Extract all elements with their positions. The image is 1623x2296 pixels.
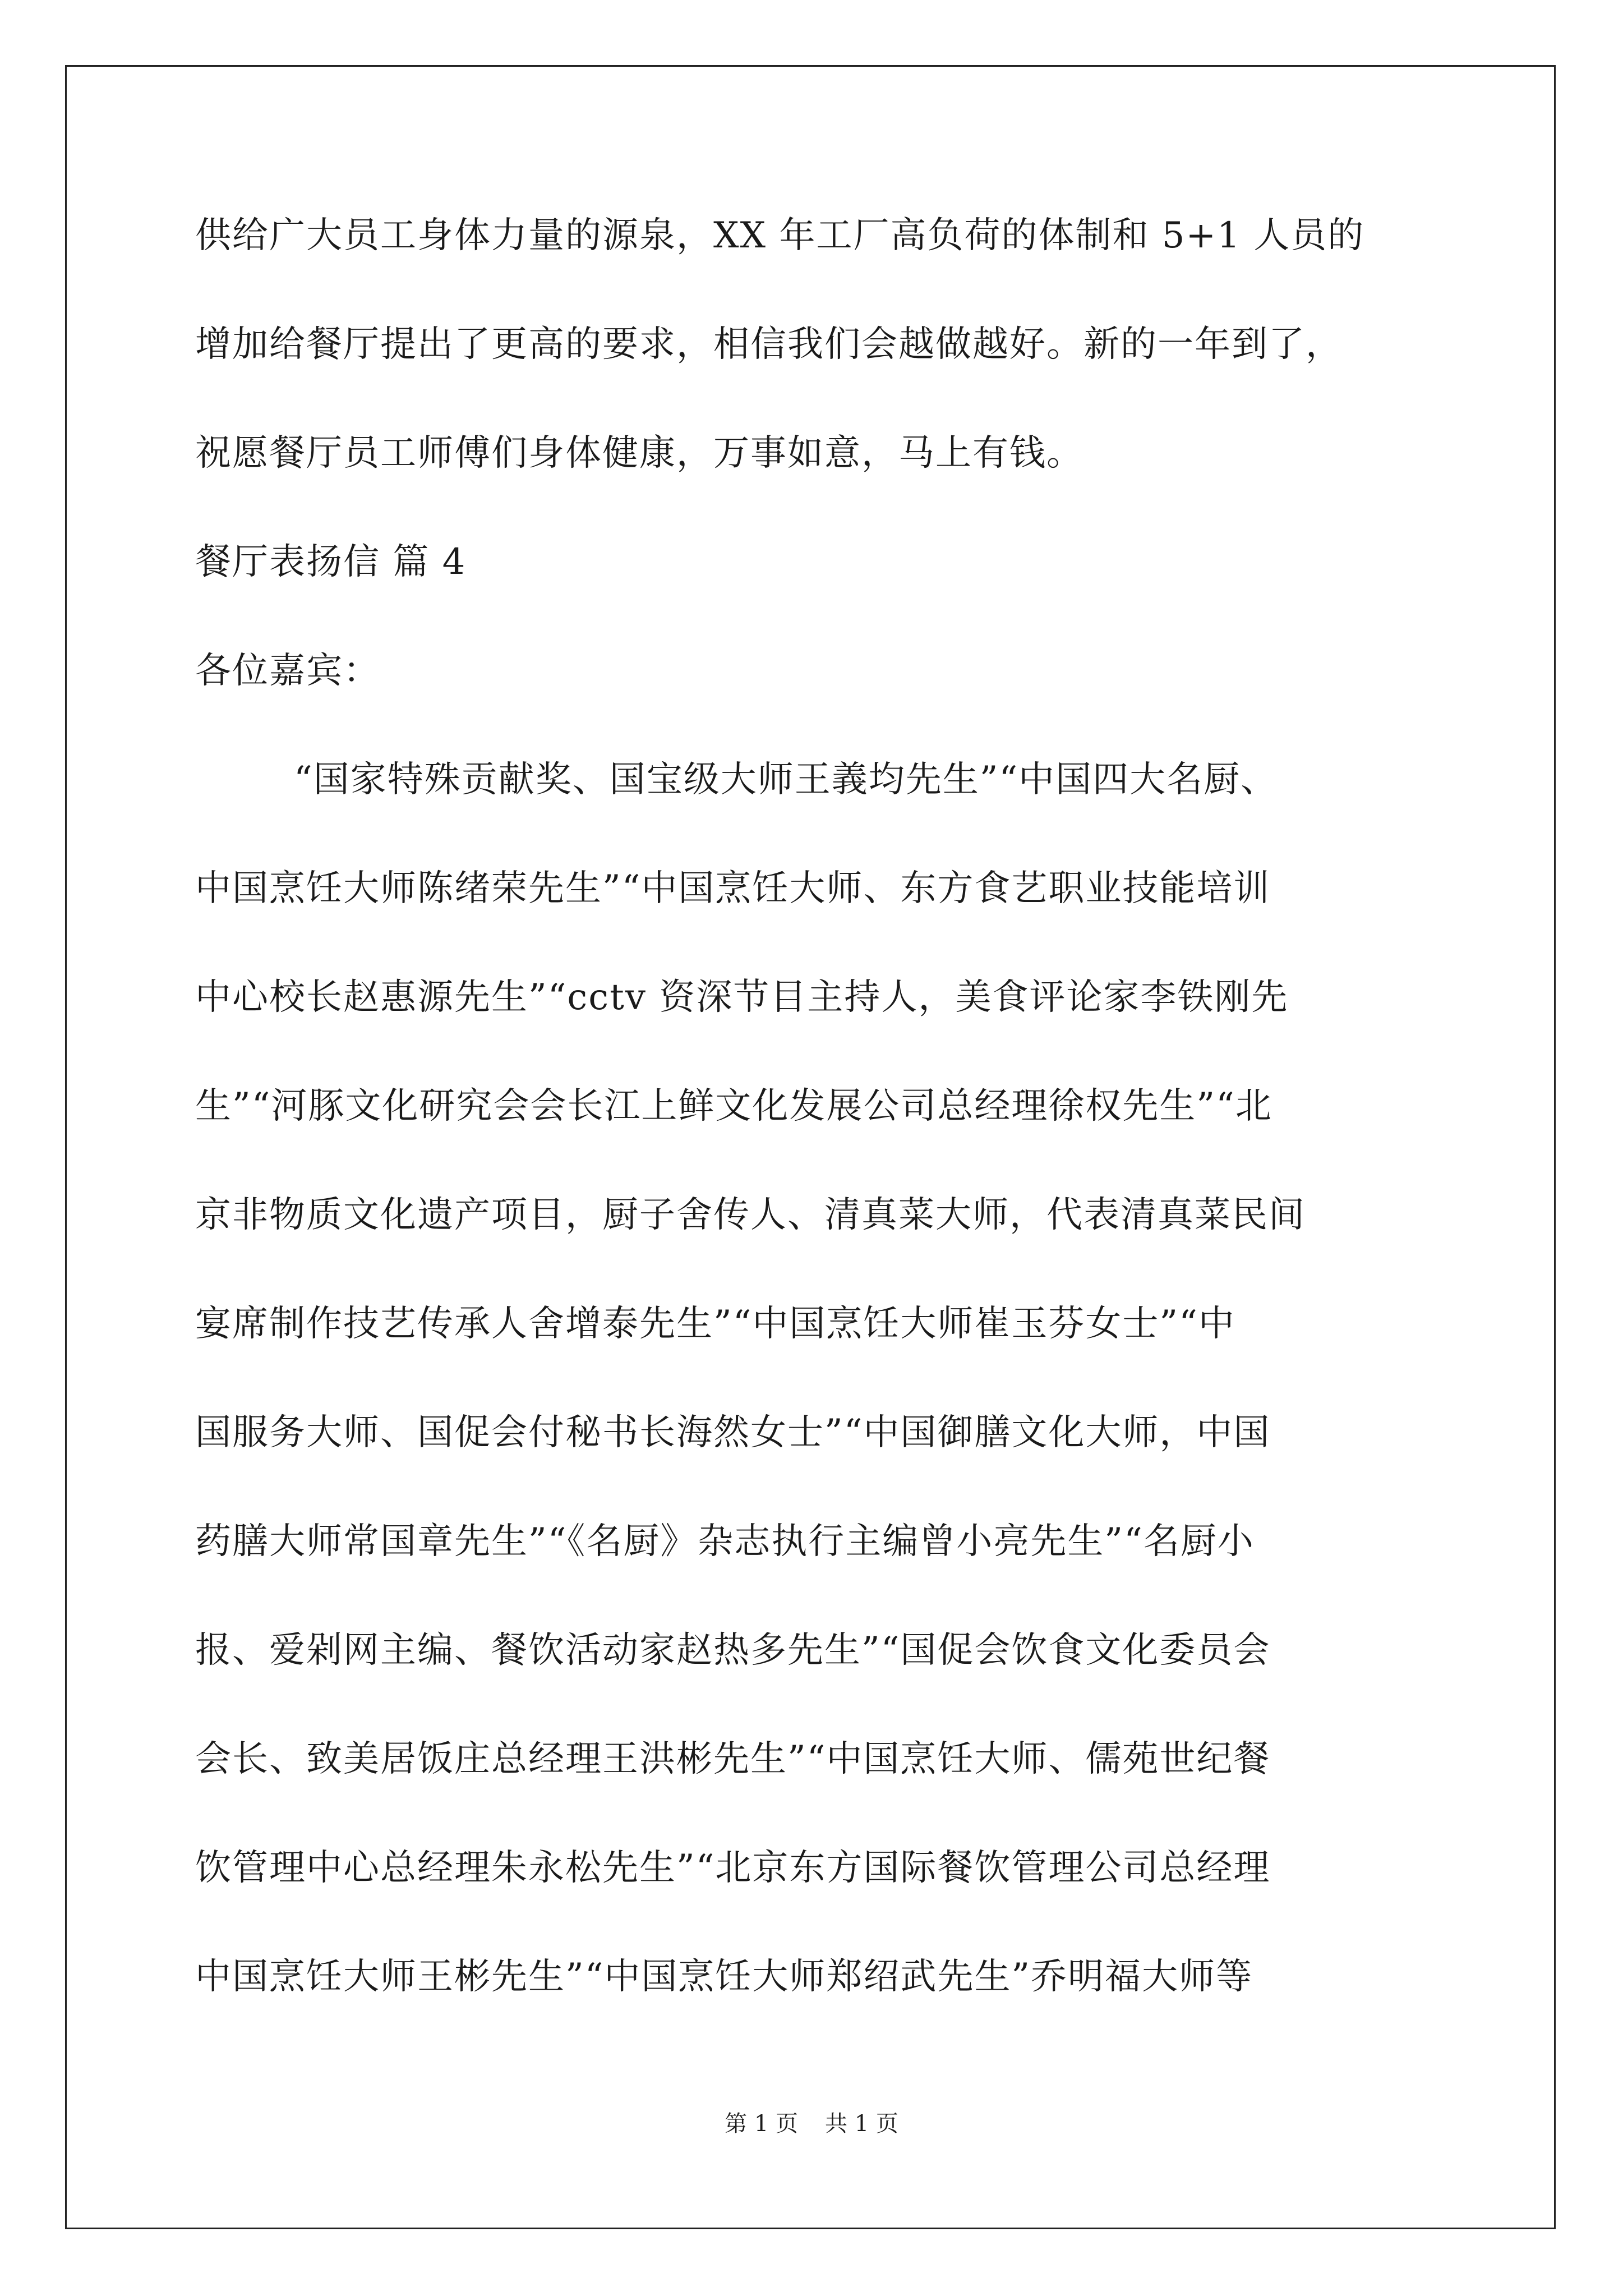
body-line: 祝愿餐厅员工师傅们身体健康，万事如意，马上有钱。 <box>195 432 1083 474</box>
body-line: 会长、致美居饭庄总经理王洪彬先生”“中国烹饪大师、儒苑世纪餐 <box>195 1738 1271 1780</box>
body-line: 京非物质文化遗产项目，厨子舍传人、清真菜大师，代表清真菜民间 <box>195 1194 1306 1236</box>
body-line: 药膳大师常国章先生”“《名厨》杂志执行主编曾小亮先生”“名厨小 <box>195 1521 1255 1562</box>
body-line: 中国烹饪大师陈绪荣先生”“中国烹饪大师、东方食艺职业技能培训 <box>195 868 1271 909</box>
page-total: 共 1 页 <box>825 2111 898 2137</box>
body-line: 增加给餐厅提出了更高的要求，相信我们会越做越好。新的一年到了， <box>195 324 1343 365</box>
body-line: 宴席制作技艺传承人舍增泰先生”“中国烹饪大师崔玉芬女士”“中 <box>195 1303 1235 1345</box>
section-heading: 餐厅表扬信 篇 4 <box>195 541 467 583</box>
page-footer <box>0 2113 1623 2135</box>
body-line: 饮管理中心总经理朱永松先生”“北京东方国际餐饮管理公司总经理 <box>195 1847 1271 1889</box>
body-line: “国家特殊贡献奖、国宝级大师王義均先生”“中国四大名厨、 <box>294 759 1278 800</box>
body-line: 生”“河豚文化研究会会长江上鲜文化发展公司总经理徐权先生”“北 <box>195 1085 1272 1127</box>
body-line: 供给广大员工身体力量的源泉，XX 年工厂高负荷的体制和 5+1 人员的 <box>195 215 1365 256</box>
body-line: 报、爱剁网主编、餐饮活动家赵热多先生”“国促会饮食文化委员会 <box>195 1630 1271 1671</box>
page-number: 第 1 页 <box>725 2111 798 2137</box>
document-body <box>195 215 1429 2068</box>
body-line: 国服务大师、国促会付秘书长海然女士”“中国御膳文化大师，中国 <box>195 1412 1271 1453</box>
body-line: 中国烹饪大师王彬先生”“中国烹饪大师郑绍武先生”乔明福大师等 <box>195 1956 1253 1998</box>
salutation: 各位嘉宾： <box>195 650 380 692</box>
body-line: 中心校长赵惠源先生”“cctv 资深节目主持人，美食评论家李铁刚先 <box>195 977 1289 1018</box>
